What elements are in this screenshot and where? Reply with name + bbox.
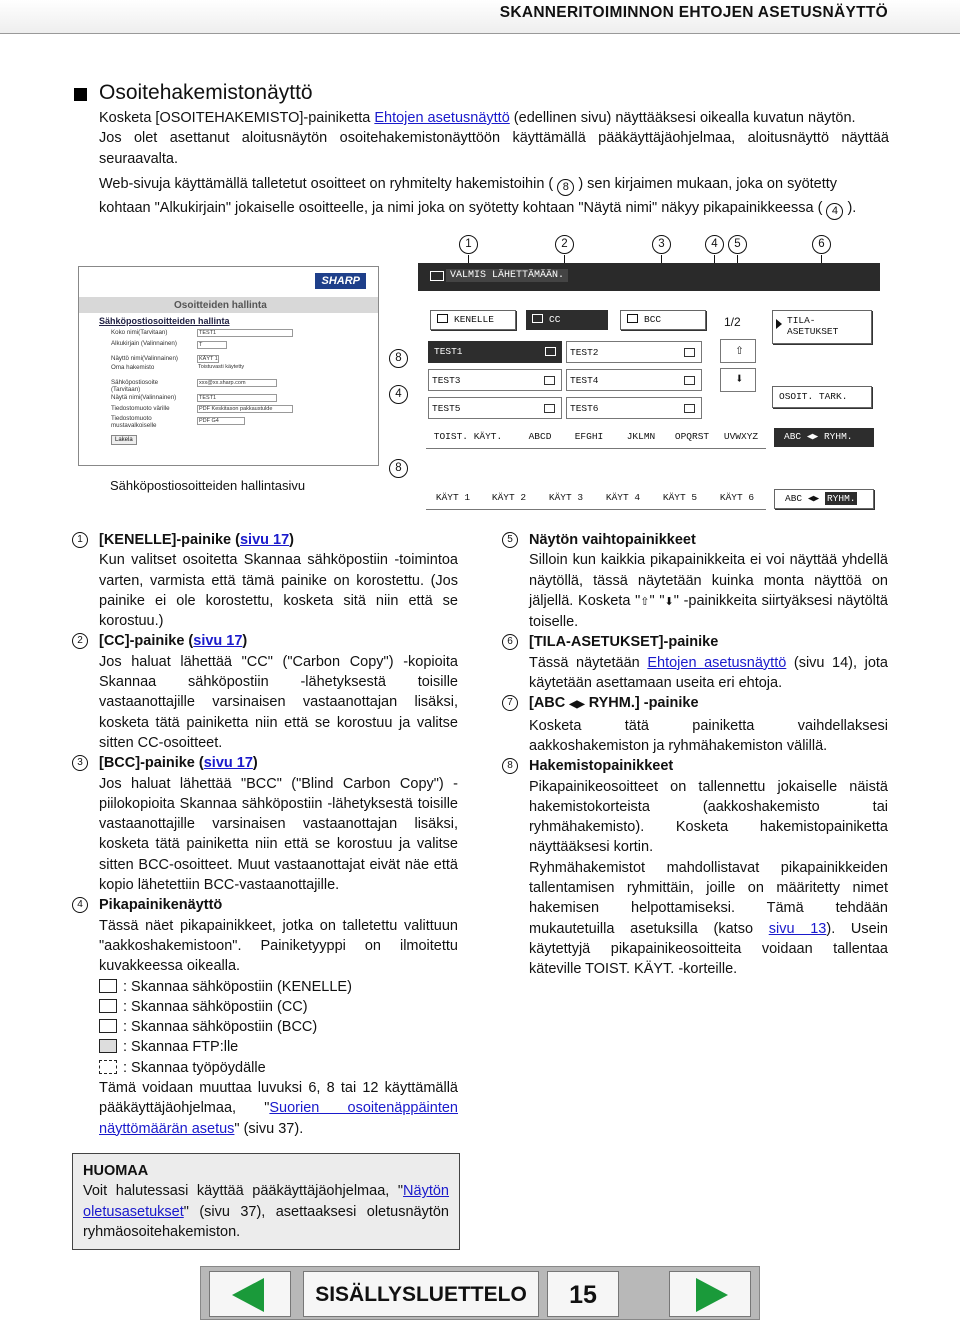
item-title: [BCC]-painike (sivu 17) — [99, 755, 258, 772]
note-box — [72, 1153, 460, 1250]
page-link[interactable]: Ehtojen asetusnäyttö — [647, 654, 787, 671]
tab-abcd[interactable]: ABCD — [514, 428, 566, 447]
ref-4-icon: 4 — [826, 203, 843, 220]
header-title: SKANNERITOIMINNON EHTOJEN ASETUSNÄYTTÖ — [499, 4, 888, 21]
icon-legend-kenelle: : Skannaa sähköpostiin (KENELLE) — [72, 977, 458, 997]
item-body: Pikapainikeosoitteet on tallennettu jokaiselle näistä hakemistokorteista (aakkoshakemisto tai ryhmähakemisto). Kosketa hakemistopainiketta näyttääksesi kortin. — [529, 778, 888, 856]
intro-paragraph-2: Jos olet asettanut aloitusnäytön osoitehakemistonäyttöön käyttämällä pääkäyttäjäohjelmaa, aloitusnäyttö näyttää seuraavalta. — [99, 130, 889, 167]
item-8 — [502, 756, 888, 979]
group-tab-kayt-2[interactable]: KÄYT 2 — [482, 489, 536, 508]
left-right-arrow-icon: ◀▶ — [806, 431, 819, 442]
tila-asetukset-button[interactable]: TILA- ASETUKSET — [772, 310, 872, 344]
quick-key-test1[interactable]: TEST1 — [428, 341, 562, 363]
up-arrow-icon: ⇧ — [640, 595, 650, 608]
item-number: 4 — [72, 897, 88, 913]
item-number: 5 — [502, 532, 518, 548]
email-bcc-icon — [627, 314, 638, 323]
email-icon — [545, 347, 556, 356]
web-caption: Sähköpostiosoitteiden hallintasivu — [110, 478, 306, 493]
item-title: [CC]-painike (sivu 17) — [99, 633, 248, 650]
callout-3: 3 — [652, 235, 671, 254]
callout-8-side: 8 — [389, 349, 408, 368]
group-tab-baseline — [426, 509, 766, 510]
callout-1: 1 — [459, 235, 478, 254]
left-column — [72, 530, 458, 1139]
item-body: Jos haluat lähettää "CC" ("Carbon Copy") -kopioita Skannaa sähköpostiin -lähetyksestä toisille vastaanottajille varsinaisen vastaanottajan lisäksi, kosketa tätä painiketta niin että se korostuu ja valitse sitten CC-osoitteet. — [99, 653, 458, 751]
item-5 — [502, 530, 888, 632]
icon-legend-cc: : Skannaa sähköpostiin (CC) — [72, 997, 458, 1017]
item-number: 3 — [72, 755, 88, 771]
item-6 — [502, 632, 888, 693]
page-link[interactable]: sivu 17 — [193, 633, 243, 650]
page-down-button[interactable] — [720, 368, 756, 392]
item-body-2: Ryhmähakemistot mahdollistavat pikapainikkeiden tallentamisen ryhmittäin, joille on määritetty nimet hakemisen helpottamiseksi. Tämä tehdään mukautetuilla asetuksilla (katso sivu 13). Usein käytettyjä pikapainikeosoitteita voidaan tallentaa käteville TOIST. KÄYT. -korteille. — [529, 859, 888, 978]
callout-8-bottom: 8 — [389, 459, 408, 478]
ref-8-icon: 8 — [557, 179, 574, 196]
address-book-panel — [418, 263, 880, 515]
section-bullet-icon — [74, 88, 87, 101]
item-body: Tässä näytetään Ehtojen asetusnäyttö (sivu 14), jota käytetään asettamaan useita eri ehtoja. — [529, 654, 888, 692]
osoit-tark-button[interactable]: OSOIT. TARK. — [772, 386, 872, 408]
item-title: [TILA-ASETUKSET]-painike — [529, 634, 719, 651]
item-7 — [502, 693, 888, 756]
web-page-screenshot — [78, 266, 379, 466]
scan-to-desktop-icon — [99, 1060, 117, 1074]
web-field[interactable]: KÄYT 1 — [199, 356, 218, 362]
item-number: 1 — [72, 532, 88, 548]
tab-baseline — [426, 448, 766, 449]
page-header — [0, 0, 960, 34]
email-to-icon — [437, 314, 448, 323]
web-label: Tiedostomuoto värille — [111, 405, 170, 412]
note-text: Voit halutessasi käyttää pääkäyttäjäohjelmaa, "Näytön oletusasetukset" (sivu 37), asettaaksesi oletusnäytön ryhmäosoitehakemiston. — [83, 1183, 449, 1240]
web-label: Sähköpostiosoite (Tarvitaan) — [111, 379, 159, 393]
item-body: Tässä näet pikapainikkeet, jotka on talletettu valittuun "aakkoshakemistoon". Painiketyyppi on ilmoitettu kuvakkeessa oikealla. — [99, 917, 458, 975]
scan-icon — [430, 271, 444, 281]
quick-key-test2[interactable]: TEST2 — [566, 341, 702, 363]
item-title: Pikapainikenäyttö — [99, 897, 223, 914]
web-label: Tiedostomuoto mustavalkoiselle — [111, 415, 157, 429]
item-number: 8 — [502, 758, 518, 774]
scan-to-email-to-icon — [99, 979, 117, 993]
group-tab-kayt-5[interactable]: KÄYT 5 — [653, 489, 707, 508]
item-number: 6 — [502, 634, 518, 650]
note-title: HUOMAA — [83, 1163, 149, 1179]
callout-2: 2 — [555, 235, 574, 254]
web-label: Alkukirjain (Valinnainen) — [111, 340, 177, 347]
intro-paragraph-1: Kosketa [OSOITEHAKEMISTO]-painiketta Ehtojen asetusnäyttö (edellinen sivu) näyttääksesi oikealla kuvatun näytön. — [99, 110, 856, 126]
email-icon — [684, 404, 695, 413]
web-checkbox[interactable]: Toistuvasti käytetty — [197, 364, 277, 372]
tab-efghi[interactable]: EFGHI — [564, 428, 614, 447]
play-icon — [776, 319, 782, 329]
item-body: Kosketa tätä painiketta vaihdellaksesi aakkoshakemiston ja ryhmähakemiston välillä. — [529, 717, 888, 754]
web-title: Osoitteiden hallinta — [174, 300, 267, 311]
item-title: [ABC ◀▶ RYHM.] -painike — [529, 695, 699, 712]
tab-toist-kayt[interactable]: TOIST. KÄYT. — [426, 428, 510, 447]
item-body: Jos haluat lähettää "BCC" ("Blind Carbon Copy") -piilokopioita Skannaa sähköpostiin -lähetyksestä toisille vastaanottajille varsinaisen vastaanottajan lisäksi, kosketa tätä painiketta niin että se korostuu ja valitse sitten BCC-osoitteet. Muut vastaanottajat eivät näe että kopio lähetettiin BCC-vastaanottajille. — [99, 775, 458, 894]
page-link[interactable]: sivu 13 — [768, 920, 827, 937]
abc-ryhm-toggle-2[interactable]: ABC ◀▶ RYHM. — [774, 489, 874, 509]
scan-to-ftp-icon — [99, 1039, 117, 1053]
item-4 — [72, 895, 458, 1139]
tab-opqrst[interactable]: OPQRST — [668, 428, 716, 447]
abc-ryhm-toggle[interactable]: ABC ◀▶ RYHM. — [774, 428, 874, 447]
callout-4-top: 4 — [705, 235, 724, 254]
down-arrow-icon: ⬇ — [664, 595, 674, 608]
quick-key-test4[interactable]: TEST4 — [566, 369, 702, 391]
page-link[interactable]: sivu 17 — [239, 532, 290, 548]
item-1 — [72, 530, 458, 631]
callout-6: 6 — [812, 235, 831, 254]
item-body: Silloin kun kaikkia pikapainikkeita ei voi näyttää yhdellä näytöllä, tässä näytetään kuinka monta näyttöä on jäljellä. Kosketa "⇧" "⬇" -painikkeita siirtyäksesi näytöltä toiselle. — [529, 552, 888, 631]
status-text: VALMIS LÄHETTÄMÄÄN. — [446, 269, 568, 282]
page-link[interactable]: sivu 17 — [203, 755, 253, 772]
page-number: 15 — [547, 1271, 619, 1317]
next-page-button[interactable] — [669, 1271, 751, 1317]
web-subtitle: Sähköpostiosoitteiden hallinta — [99, 316, 230, 326]
icon-legend-desktop: : Skannaa työpöydälle — [72, 1058, 458, 1078]
icon-legend-bcc: : Skannaa sähköpostiin (BCC) — [72, 1017, 458, 1037]
callout-4-side: 4 — [389, 385, 408, 404]
right-column — [502, 530, 888, 980]
left-right-arrow-icon: ◀▶ — [569, 699, 585, 711]
email-icon — [544, 404, 555, 413]
page-up-button[interactable] — [720, 339, 756, 363]
settings-link[interactable]: Suorien osoitenäppäinten näyttömäärän asetus — [99, 1100, 458, 1137]
left-right-arrow-icon: ◀▶ — [807, 493, 820, 504]
footer-nav — [200, 1266, 760, 1320]
item-2 — [72, 631, 458, 753]
web-label: Koko nimi(Tarvitaan) — [111, 329, 168, 336]
email-icon — [544, 376, 555, 385]
item-number: 2 — [72, 633, 88, 649]
icon-legend-ftp: : Skannaa FTP:lle — [72, 1037, 458, 1057]
kenelle-button[interactable]: KENELLE — [430, 310, 516, 330]
bcc-button[interactable]: BCC — [620, 310, 706, 330]
web-label: Näytä nimi(Valinnainen) — [111, 394, 177, 401]
intro-paragraph-3: Web-sivuja käyttämällä talletetut osoitteet on ryhmitelty hakemistoihin ( 8 ) sen kirjaimen mukaan, joka on syötetty kohtaan "Alkukirjain" jokaiselle osoitteelle, ja nimi joka on syötetty kohtaan "Näytä nimi" näkyy pikapainikkeessa ( 4 ). — [99, 172, 889, 220]
note-link[interactable]: Näytön oletusasetukset — [83, 1183, 449, 1220]
arrow-left-icon — [232, 1278, 264, 1312]
section-title: Osoitehakemistonäyttö — [99, 81, 313, 104]
item-3 — [72, 753, 458, 895]
callout-5: 5 — [728, 235, 747, 254]
quick-key-test6[interactable]: TEST6 — [566, 397, 702, 419]
item-number: 7 — [502, 695, 518, 711]
scan-to-email-bcc-icon — [99, 1019, 117, 1033]
arrow-up-icon: ⇧ — [735, 343, 744, 359]
web-field[interactable]: TEST1 — [197, 394, 277, 402]
link-ehtojen-asetusnaytto[interactable]: Ehtojen asetusnäyttö — [374, 110, 510, 126]
web-label: Näyttö nimi(Valinnainen) — [111, 355, 178, 362]
item-body: Kun valitset osoitetta Skannaa sähköpostiin -toimintoa varten, varmista että tämä painike on korostettu. (Jos painike ei ole korostettu, kosketa sitä niin että se korostuu.) — [99, 552, 458, 630]
item-title: [KENELLE]-painike (sivu 17) — [99, 532, 294, 548]
item-title: Hakemistopainikkeet — [529, 758, 674, 775]
web-field[interactable]: xxx@xx.sharp.com — [197, 379, 277, 387]
email-icon — [684, 376, 695, 385]
web-field[interactable]: TEST1 — [197, 329, 293, 337]
group-tab-kayt-3[interactable]: KÄYT 3 — [539, 489, 593, 508]
group-tab-kayt-1[interactable]: KÄYT 1 — [426, 489, 480, 508]
arrow-down-icon: ⬇ — [735, 372, 744, 388]
toc-button[interactable]: SISÄLLYSLUETTELO — [303, 1271, 539, 1317]
arrow-right-icon — [696, 1278, 728, 1312]
quick-key-test5[interactable]: TEST5 — [428, 397, 562, 419]
web-select[interactable]: PDF G4 — [197, 417, 245, 425]
cc-button[interactable]: CC — [526, 310, 608, 330]
group-tab-kayt-4[interactable]: KÄYT 4 — [596, 489, 650, 508]
tab-jklmn[interactable]: JKLMN — [616, 428, 666, 447]
item-tail: Tämä voidaan muuttaa luvuksi 6, 8 tai 12 käyttämällä pääkäyttäjäohjelmaa, "Suorien osoitenäppäinten näyttömäärän asetus" (sivu 37). — [99, 1080, 458, 1137]
email-cc-icon — [532, 314, 543, 323]
web-label: Oma hakemisto — [111, 364, 155, 371]
web-select[interactable]: PDF Keskitason pakkaustulde — [197, 405, 293, 413]
status-bar — [418, 263, 880, 291]
quick-key-test3[interactable]: TEST3 — [428, 369, 562, 391]
scan-to-email-cc-icon — [99, 999, 117, 1013]
tab-uvwxyz[interactable]: UVWXYZ — [718, 428, 764, 447]
group-tab-kayt-6[interactable]: KÄYT 6 — [710, 489, 764, 508]
prev-page-button[interactable] — [209, 1271, 291, 1317]
web-button[interactable]: Lakela — [111, 435, 137, 445]
item-title: Näytön vaihtopainikkeet — [529, 532, 696, 548]
brand-logo: SHARP — [315, 273, 366, 289]
page-indicator: 1/2 — [724, 315, 741, 329]
web-field[interactable]: T — [197, 341, 227, 349]
email-icon — [684, 348, 695, 357]
